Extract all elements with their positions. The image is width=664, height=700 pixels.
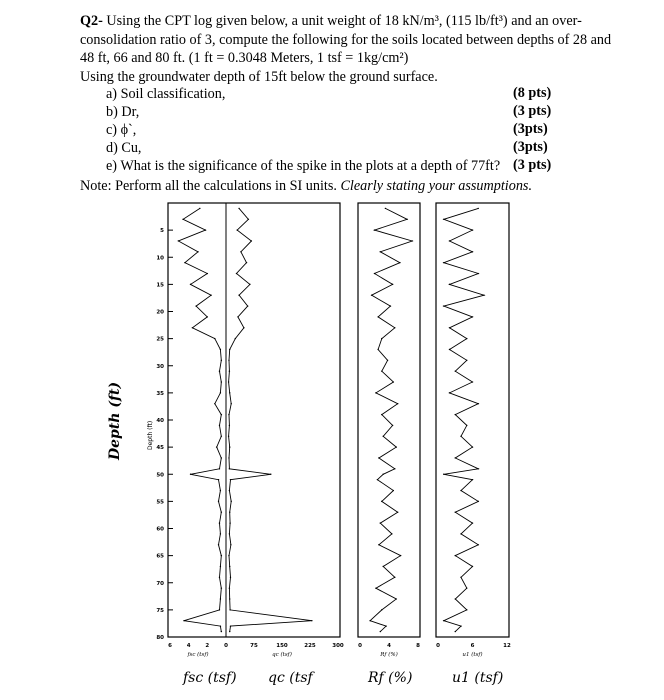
- u1-data-point: [478, 544, 479, 545]
- fsc-tick-label: 4: [186, 643, 191, 649]
- Rf-data-point: [380, 631, 381, 632]
- qc-data-point: [248, 219, 249, 220]
- fsc-data-point: [219, 522, 220, 523]
- qc-data-point: [249, 284, 250, 285]
- fsc-data-point: [221, 512, 222, 513]
- u1-data-point: [449, 284, 450, 285]
- u1-data-point: [472, 566, 473, 567]
- u1-data-point: [460, 625, 461, 626]
- depth-axis-small-label: Depth (ft): [147, 420, 154, 450]
- depth-tick-label: 60: [156, 526, 164, 533]
- depth-axis-label: Depth (ft): [107, 381, 123, 460]
- points-d: (3pts): [513, 139, 548, 155]
- u1-data-point: [455, 631, 456, 632]
- u1-tick-label: 0: [436, 643, 440, 649]
- Rf-data-point: [392, 284, 393, 285]
- Rf-data-point: [397, 403, 398, 404]
- Rf-data-point: [400, 555, 401, 556]
- u1-data-point: [460, 436, 461, 437]
- fsc-data-point: [219, 425, 220, 426]
- fsc-data-point: [221, 587, 222, 588]
- fsc-axis-label: fsc (tsf): [187, 652, 209, 658]
- qc-data-point: [229, 370, 230, 371]
- qc-data-point: [270, 474, 271, 475]
- u1-axis-label: u1 (tsf): [462, 652, 483, 658]
- Rf-data-point: [377, 479, 378, 480]
- u1-data-point: [472, 316, 473, 317]
- u1-data-point: [443, 262, 444, 263]
- fsc-data-point: [221, 381, 222, 382]
- fsc-data-point: [220, 598, 221, 599]
- question-number: Q2-: [80, 13, 103, 29]
- Rf-data-point: [380, 522, 381, 523]
- u1-data-point: [478, 468, 479, 469]
- fsc-data-point: [210, 295, 211, 296]
- fsc-data-point: [182, 219, 183, 220]
- fsc-data-point: [184, 262, 185, 263]
- u1-data-point: [478, 208, 479, 209]
- fsc-data-point: [221, 436, 222, 437]
- Rf-data-point: [377, 316, 378, 317]
- fsc-data-point: [221, 457, 222, 458]
- qc-series-line: [229, 208, 312, 631]
- fsc-data-point: [219, 370, 220, 371]
- u1-data-point: [455, 598, 456, 599]
- qc-data-point: [229, 609, 230, 610]
- depth-tick-label: 10: [156, 255, 164, 262]
- fsc-tick-label: 6: [168, 643, 172, 649]
- u1-data-point: [472, 479, 473, 480]
- points-a: (8 pts): [513, 85, 552, 101]
- u1-data-point: [449, 392, 450, 393]
- depth-tick-label: 15: [156, 282, 164, 289]
- Rf-data-point: [375, 587, 376, 588]
- depth-tick-label: 80: [156, 635, 164, 641]
- fsc-data-point: [220, 566, 221, 567]
- depth-tick-label: 70: [156, 580, 164, 587]
- u1-data-point: [478, 403, 479, 404]
- fsc-data-point: [221, 631, 222, 632]
- points-e: (3 pts): [513, 157, 552, 173]
- fsc-data-point: [219, 468, 220, 469]
- panel-frame-2: [436, 203, 509, 637]
- Rf-data-point: [390, 305, 391, 306]
- qc-tick-label: 75: [250, 643, 258, 649]
- item-c: c) ϕ`,: [106, 122, 137, 138]
- fsc-data-point: [218, 544, 219, 545]
- u1-data-point: [472, 229, 473, 230]
- Rf-data-point: [371, 295, 372, 296]
- depth-tick-label: 40: [156, 418, 164, 424]
- Rf-data-point: [394, 327, 395, 328]
- qc-data-point: [237, 229, 238, 230]
- depth-tick-label: 35: [156, 390, 164, 397]
- fsc-data-point: [221, 555, 222, 556]
- u1-data-point: [466, 425, 467, 426]
- qc-data-point: [229, 587, 230, 588]
- note-emphasis: Clearly stating your assumptions.: [340, 178, 532, 194]
- u1-data-point: [455, 555, 456, 556]
- item-b: b) Dr,: [106, 104, 140, 120]
- depth-tick-label: 75: [156, 607, 164, 614]
- Rf-data-point: [394, 577, 395, 578]
- Rf-data-point: [381, 338, 382, 339]
- fsc-data-point: [190, 474, 191, 475]
- u1-tick-label: 12: [503, 643, 511, 649]
- panel-frame-0: [168, 203, 340, 637]
- Rf-data-point: [375, 392, 376, 393]
- qc-data-point: [235, 338, 236, 339]
- qc-data-point: [236, 273, 237, 274]
- Rf-data-point: [383, 474, 384, 475]
- Rf-data-point: [385, 625, 386, 626]
- u1-data-point: [455, 414, 456, 415]
- u1-data-point: [455, 370, 456, 371]
- u1-data-point: [443, 219, 444, 220]
- fsc-data-point: [207, 273, 208, 274]
- fsc-data-point: [190, 284, 191, 285]
- qc-data-point: [229, 425, 230, 426]
- fsc-data-point: [214, 403, 215, 404]
- Rf-data-point: [391, 533, 392, 534]
- qc-data-point: [228, 436, 229, 437]
- fsc-data-point: [214, 338, 215, 339]
- fsc-data-point: [220, 349, 221, 350]
- Rf-data-point: [387, 360, 388, 361]
- Rf-data-point: [397, 512, 398, 513]
- qc-data-point: [246, 262, 247, 263]
- u1-data-point: [478, 273, 479, 274]
- u1-data-point: [466, 609, 467, 610]
- item-a: a) Soil classification,: [106, 86, 226, 102]
- Rf-data-point: [381, 414, 382, 415]
- question-line-4: Using the groundwater depth of 15ft below the ground surface.: [80, 68, 438, 85]
- u1-data-point: [460, 490, 461, 491]
- Rf-data-point: [381, 501, 382, 502]
- u1-data-point: [466, 338, 467, 339]
- Rf-data-point: [399, 262, 400, 263]
- qc-data-point: [229, 598, 230, 599]
- fsc-data-point: [220, 625, 221, 626]
- fsc-data-point: [207, 316, 208, 317]
- Rf-data-point: [383, 566, 384, 567]
- fsc-data-point: [218, 501, 219, 502]
- fsc-series-line: [178, 208, 221, 631]
- u1-data-point: [455, 512, 456, 513]
- qc-data-point: [247, 305, 248, 306]
- qc-data-point: [238, 295, 239, 296]
- u1-data-point: [472, 251, 473, 252]
- u1-tick-label: 6: [470, 643, 475, 649]
- u1-data-point: [449, 240, 450, 241]
- qc-data-point: [229, 349, 230, 350]
- depth-tick-label: 30: [156, 363, 164, 370]
- qc-data-point: [228, 555, 229, 556]
- Rf-tick-label: 0: [358, 643, 362, 649]
- Rf-data-point: [394, 468, 395, 469]
- Rf-data-point: [396, 446, 397, 447]
- Rf-data-point: [381, 370, 382, 371]
- u1-data-point: [472, 381, 473, 382]
- qc-data-point: [240, 251, 241, 252]
- u1-data-point: [449, 349, 450, 350]
- points-c: (3pts): [513, 121, 548, 137]
- qc-data-point: [229, 566, 230, 567]
- Rf-data-point: [374, 229, 375, 230]
- caption-qc: qc (tsf: [268, 670, 313, 686]
- Rf-series-line: [370, 208, 412, 631]
- qc-tick-label: 300: [332, 643, 344, 649]
- Rf-data-point: [383, 436, 384, 437]
- qc-data-point: [231, 403, 232, 404]
- fsc-data-point: [205, 229, 206, 230]
- u1-data-point: [483, 295, 484, 296]
- u1-data-point: [443, 620, 444, 621]
- fsc-data-point: [220, 533, 221, 534]
- Rf-data-point: [381, 609, 382, 610]
- Rf-data-point: [374, 273, 375, 274]
- u1-data-point: [466, 587, 467, 588]
- depth-tick-label: 5: [160, 228, 164, 235]
- u1-data-point: [460, 577, 461, 578]
- u1-data-point: [478, 501, 479, 502]
- qc-data-point: [237, 316, 238, 317]
- fsc-data-point: [219, 609, 220, 610]
- fsc-data-point: [197, 251, 198, 252]
- caption-fsc: fsc (tsf): [183, 670, 237, 686]
- Rf-data-point: [385, 208, 386, 209]
- fsc-data-point: [221, 414, 222, 415]
- fsc-data-point: [199, 208, 200, 209]
- Rf-data-point: [406, 219, 407, 220]
- item-e: e) What is the significance of the spike in the plots at a depth of 77ft?: [106, 158, 501, 174]
- Rf-data-point: [380, 251, 381, 252]
- note-text: Note: Perform all the calculations in SI units.: [80, 178, 337, 194]
- points-b: (3 pts): [513, 103, 552, 119]
- qc-axis-label: qc (tsf): [272, 652, 292, 658]
- qc-data-point: [229, 512, 230, 513]
- caption-rf: Rf (%): [368, 670, 413, 686]
- qc-data-point: [229, 468, 230, 469]
- qc-data-point: [229, 631, 230, 632]
- u1-data-point: [460, 533, 461, 534]
- qc-data-point: [230, 625, 231, 626]
- question-line-2: consolidation ratio of 3, compute the following for the soils located between depths of 28 and: [80, 31, 612, 48]
- qc-data-point: [229, 522, 230, 523]
- depth-tick-label: 50: [156, 472, 164, 479]
- qc-data-point: [230, 544, 231, 545]
- fsc-tick-label: 0: [224, 643, 228, 649]
- Rf-tick-label: 8: [416, 643, 420, 649]
- u1-data-point: [455, 457, 456, 458]
- qc-data-point: [230, 577, 231, 578]
- depth-tick-label: 20: [156, 309, 164, 316]
- item-d: d) Cu,: [106, 140, 142, 156]
- u1-series-line: [444, 208, 484, 631]
- fsc-tick-label: 2: [205, 643, 210, 649]
- fsc-data-point: [183, 620, 184, 621]
- qc-data-point: [231, 501, 232, 502]
- fsc-data-point: [220, 490, 221, 491]
- qc-data-point: [251, 240, 252, 241]
- qc-data-point: [229, 392, 230, 393]
- Rf-data-point: [369, 620, 370, 621]
- qc-data-point: [230, 479, 231, 480]
- Rf-data-point: [378, 457, 379, 458]
- qc-tick-label: 150: [276, 643, 288, 649]
- Rf-data-point: [393, 381, 394, 382]
- qc-data-point: [238, 208, 239, 209]
- u1-data-point: [472, 522, 473, 523]
- Rf-data-point: [377, 349, 378, 350]
- u1-data-point: [443, 474, 444, 475]
- fsc-data-point: [220, 392, 221, 393]
- question-line-3: 48 ft, 66 and 80 ft. (1 ft = 0.3048 Meters, 1 tsf = 1kg/cm²): [80, 50, 409, 67]
- fsc-data-point: [178, 240, 179, 241]
- qc-data-point: [228, 414, 229, 415]
- qc-data-point: [243, 327, 244, 328]
- Rf-data-point: [393, 490, 394, 491]
- fsc-data-point: [221, 360, 222, 361]
- qc-data-point: [311, 620, 312, 621]
- fsc-data-point: [192, 327, 193, 328]
- u1-data-point: [472, 446, 473, 447]
- caption-u1: u1 (tsf): [452, 670, 504, 686]
- Rf-axis-label: Rf (%): [380, 652, 398, 658]
- Rf-data-point: [378, 544, 379, 545]
- qc-data-point: [228, 457, 229, 458]
- qc-data-point: [229, 490, 230, 491]
- Rf-data-point: [396, 598, 397, 599]
- u1-data-point: [466, 360, 467, 361]
- depth-tick-label: 65: [156, 553, 164, 560]
- depth-tick-label: 25: [156, 336, 164, 343]
- depth-tick-label: 45: [156, 445, 164, 452]
- Rf-tick-label: 4: [387, 643, 391, 649]
- depth-tick-label: 55: [156, 499, 164, 506]
- u1-data-point: [443, 305, 444, 306]
- qc-data-point: [228, 381, 229, 382]
- qc-tick-label: 225: [304, 643, 316, 649]
- qc-data-point: [229, 446, 230, 447]
- qc-data-point: [229, 533, 230, 534]
- fsc-data-point: [218, 479, 219, 480]
- Rf-data-point: [392, 425, 393, 426]
- qc-data-point: [228, 360, 229, 361]
- fsc-data-point: [216, 446, 217, 447]
- u1-data-point: [449, 327, 450, 328]
- fsc-data-point: [219, 577, 220, 578]
- question-line-1: Using the CPT log given below, a unit weight of 18 kN/m³, (115 lb/ft³) and an over-: [106, 13, 582, 29]
- Rf-data-point: [412, 240, 413, 241]
- fsc-data-point: [195, 305, 196, 306]
